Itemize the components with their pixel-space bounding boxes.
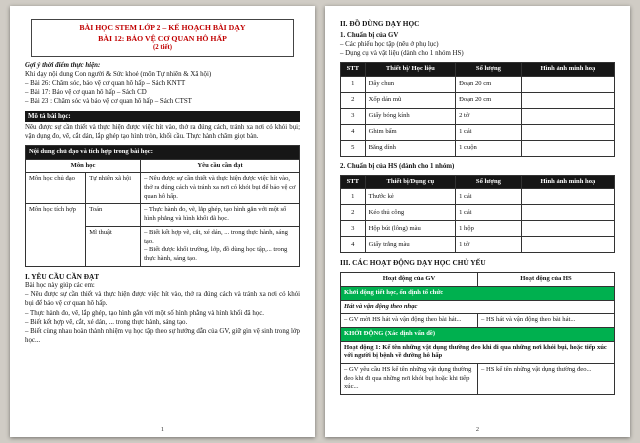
cell-stt: 2 <box>341 92 366 108</box>
section-row <box>341 286 615 300</box>
cell-requirement: – Thực hành đo, vẽ, lắp ghép, tạo hình gắn với một số hình phẳng và hình khối đã học. <box>141 204 300 226</box>
table-header-row <box>341 175 615 189</box>
column-header-stt: STT <box>341 62 366 76</box>
activities-table <box>340 272 615 395</box>
column-header-requirement: Yêu cầu cần đạt <box>141 159 300 173</box>
table-header-row <box>341 62 615 76</box>
student-prep-heading: 2. Chuẩn bị của HS (dành cho 1 nhóm) <box>340 162 455 170</box>
cell-item: Giấy bóng kính <box>365 108 455 124</box>
hint-item: – Bài 17: Bảo vệ cơ quan hô hấp – Sách CD <box>25 89 147 97</box>
cell-item: Hộp bút (lông) màu <box>365 221 455 237</box>
cell-qty: 1 cái <box>456 124 522 140</box>
page-number: 2 <box>475 425 480 433</box>
column-header-gv-activity: Hoạt động của GV <box>341 273 478 287</box>
cell-gv-action: – GV mời HS hát và vận động theo bài hát... <box>341 314 478 328</box>
column-header-image: Hình ảnh minh hoạ <box>521 175 614 189</box>
cell-stt: 4 <box>341 124 366 140</box>
description-body: Nêu được sự cần thiết và thực hiện được việc hít vào, thở ra đúng cách, tránh xa nơi có khói bụi; vận dụng đo, vẽ, cắt dán, lắp ghép tạo hình tròn, khối cầu. Thực hành chăm giọt bàn. <box>25 123 300 140</box>
table-row <box>341 300 615 314</box>
column-header-image: Hình ảnh minh hoạ <box>521 62 614 76</box>
requirement-item: – Nêu được sự cần thiết và thực hiện được việc hít vào, thở ra đúng cách và tránh xa nơi có khói bụi để bảo vệ cơ quan hô hấp. <box>25 291 300 308</box>
section-heading-activities: III. CÁC HOẠT ĐỘNG DẠY HỌC CHỦ YẾU <box>340 258 486 268</box>
cell-item: Dây chun <box>365 76 455 92</box>
table-header-row <box>26 159 300 173</box>
column-header-quantity: Số lượng <box>456 175 522 189</box>
cell-qty: 1 cái <box>456 189 522 205</box>
section-heading-materials: II. ĐỒ DÙNG DẠY HỌC <box>340 19 420 28</box>
cell-requirement <box>141 226 300 266</box>
table-row <box>341 76 615 92</box>
cell-item: Giấy trắng màu <box>365 237 455 253</box>
cell-image <box>521 237 614 253</box>
cell-hs-action: – HS kể tên những vật dụng thường đeo... <box>478 364 615 395</box>
page-1 <box>10 6 315 437</box>
cell-subject: Mĩ thuật <box>86 226 141 266</box>
cell-stt: 3 <box>341 108 366 124</box>
cell-item: Kéo thủ công <box>365 205 455 221</box>
teacher-prep-item: – Dụng cụ và vật liệu (dành cho 1 nhóm HS) <box>340 49 464 57</box>
table-heading-row <box>26 145 300 159</box>
cell-item: Thước kẻ <box>365 189 455 205</box>
cell-image <box>521 189 614 205</box>
cell-image <box>521 140 614 156</box>
cell-image <box>521 124 614 140</box>
content-integration-table <box>25 145 300 267</box>
column-header-hs-activity: Hoạt động của HS <box>478 273 615 287</box>
requirement-item: – Thực hành đo, vẽ, lắp ghép, tạo hình gắn với một số hình phẳng và hình khối đã học. <box>25 309 265 317</box>
section-heading-requirements: I. YÊU CẦU CẦN ĐẠT <box>25 271 100 281</box>
cell-item: Băng dính <box>365 140 455 156</box>
activity-subtitle: Hát và vận động theo nhạc <box>341 300 615 314</box>
cell-stt: 1 <box>341 76 366 92</box>
cell-image <box>521 221 614 237</box>
cell-stt: 5 <box>341 140 366 156</box>
teacher-materials-table <box>340 62 615 157</box>
hint-item: – Bài 23 : Chăm sóc và bảo vệ cơ quan hô hấp – Sách CTST <box>25 98 192 106</box>
requirement-line: – Biết kết hợp vẽ, cắt, xé dán, ... trong thực hành, sáng tạo. <box>144 228 288 245</box>
table-row <box>341 205 615 221</box>
activity-section-title: Khởi động tiết học, ổn định tổ chức <box>341 286 615 300</box>
lesson-duration: (2 tiết) <box>152 44 173 52</box>
activity-section-title: KHỞI ĐỘNG (Xác định vấn đề) <box>341 327 615 341</box>
requirements-intro: Bài học này giúp các em: <box>25 282 95 290</box>
cell-stt: 4 <box>341 237 366 253</box>
section-row <box>341 327 615 341</box>
table-row <box>341 92 615 108</box>
lesson-plan-title: BÀI HỌC STEM LỚP 2 – KẾ HOẠCH BÀI DẠY <box>79 23 246 32</box>
table-row <box>341 314 615 328</box>
cell-qty: Đoạn 20 cm <box>456 76 522 92</box>
table-row <box>26 173 300 204</box>
cell-image <box>521 108 614 124</box>
requirement-line: – Biết được khối trường, lớp, đồ dùng học tập,... trong thực hành, sáng tạo. <box>144 246 288 262</box>
cell-subject-group: Môn học chủ đạo <box>26 173 86 204</box>
cell-requirement: – Nêu được sự cần thiết và thực hiện được việc hít vào, thở ra đúng cách và tránh xa nơi có khói bụi để bảo vệ cơ quan hô hấp. <box>141 173 300 204</box>
page-number: 1 <box>160 425 165 433</box>
column-header-equipment: Thiết bị/Dụng cụ <box>365 175 455 189</box>
column-header-equipment: Thiết bị/ Học liệu <box>365 62 455 76</box>
cell-image <box>521 76 614 92</box>
cell-gv-action: – GV yêu cầu HS kể tên những vật dụng thường đeo khi đi qua những nơi khói bụi hoặc khi tiếp xúc... <box>341 364 478 395</box>
cell-stt: 1 <box>341 189 366 205</box>
table-row <box>26 204 300 226</box>
column-header-subject: Môn học <box>26 159 141 173</box>
cell-image <box>521 92 614 108</box>
cell-qty: 1 cuộn <box>456 140 522 156</box>
cell-image <box>521 205 614 221</box>
cell-qty: 1 tờ <box>456 237 522 253</box>
table-row <box>341 237 615 253</box>
hint-intro: Khi dạy nội dung Con người & Sức khoẻ (môn Tự nhiên & Xã hội) <box>25 71 212 79</box>
hint-heading: Gợi ý thời điểm thực hiện: <box>25 62 101 69</box>
table-row <box>341 108 615 124</box>
cell-stt: 2 <box>341 205 366 221</box>
table-row <box>341 221 615 237</box>
page-2 <box>325 6 630 437</box>
cell-qty: 1 cái <box>456 205 522 221</box>
table-header-row <box>341 273 615 287</box>
requirement-item: – Biết cùng nhau hoàn thành nhiệm vụ học tập theo sự hướng dẫn của GV, giữ gìn vệ sinh trong lớp học... <box>25 327 300 344</box>
cell-item: Xốp dán mũ <box>365 92 455 108</box>
table-row <box>341 364 615 395</box>
table-row <box>341 124 615 140</box>
cell-stt: 3 <box>341 221 366 237</box>
cell-qty: 1 hộp <box>456 221 522 237</box>
lesson-number-title: BÀI 12: BẢO VỆ CƠ QUAN HÔ HẤP <box>98 33 227 43</box>
table-row <box>341 140 615 156</box>
cell-qty: Đoạn 20 cm <box>456 92 522 108</box>
requirement-item: – Biết kết hợp vẽ, cắt, xé dán, ... trong thực hành, sáng tạo. <box>25 318 188 326</box>
cell-subject: Tự nhiên xã hội <box>86 173 141 204</box>
student-materials-table <box>340 175 615 254</box>
table-row <box>341 341 615 363</box>
lesson-title-box <box>31 19 294 57</box>
cell-qty: 2 tờ <box>456 108 522 124</box>
teacher-prep-heading: 1. Chuẩn bị của GV <box>340 31 399 39</box>
column-header-quantity: Số lượng <box>456 62 522 76</box>
column-header-stt: STT <box>341 175 366 189</box>
cell-subject: Toán <box>86 204 141 226</box>
table-heading: Nội dung chủ đạo và tích hợp trong bài học: <box>26 145 300 159</box>
hint-item: – Bài 26: Chăm sóc, bảo vệ cơ quan hô hấp – Sách KNTT <box>25 80 186 88</box>
cell-subject-group: Môn học tích hợp <box>26 204 86 266</box>
description-heading: Mô tả bài học: <box>25 111 300 122</box>
cell-item: Ghim bấm <box>365 124 455 140</box>
teacher-prep-item: – Các phiếu học tập (nêu ở phụ lục) <box>340 40 439 48</box>
table-row <box>341 189 615 205</box>
activity-title: Hoạt động 1: Kể tên những vật dụng thường đeo khi đi qua những nơi khói bụi, hoặc tiếp xúc với người bị bệnh về đường hô hấp <box>341 341 615 363</box>
cell-hs-action: – HS hát và vận động theo bài hát... <box>478 314 615 328</box>
